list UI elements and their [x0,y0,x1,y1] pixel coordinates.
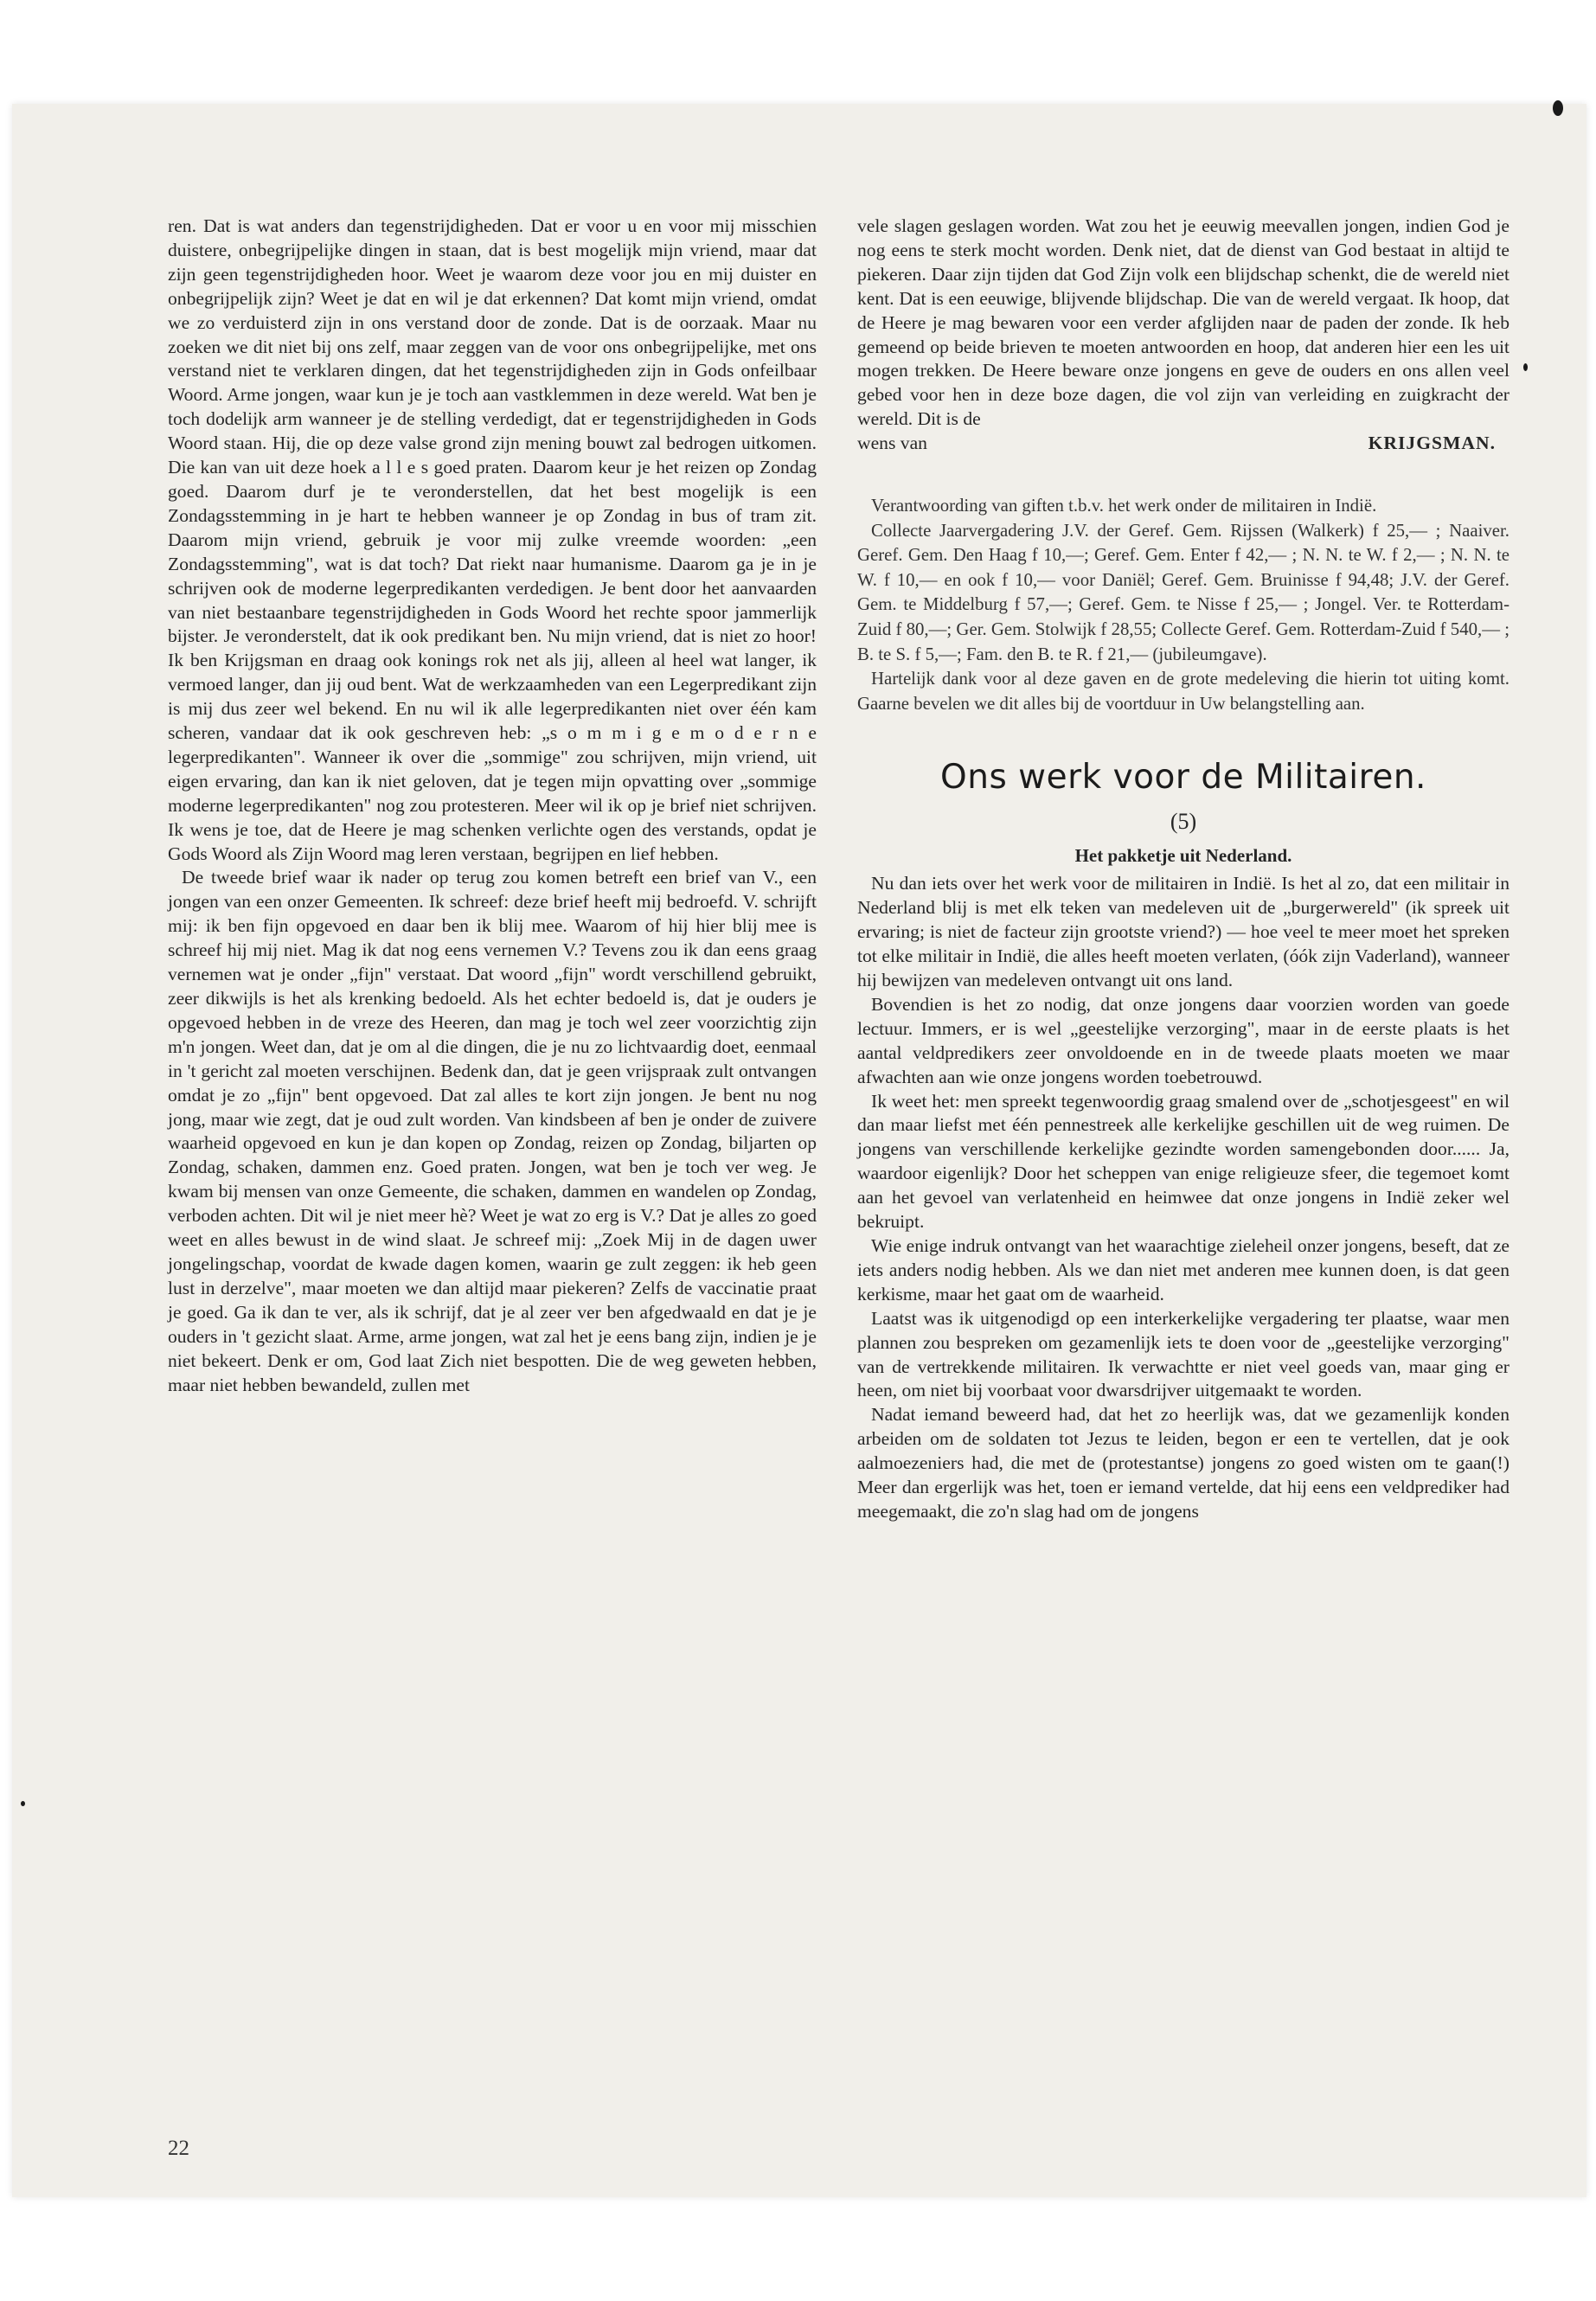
article-paragraph: Wie enige indruk ontvangt van het waarachtige zieleheil onzer jongens, beseft, dat ze iets anders nodig hebben. Als we dan niet met anderen mee kunnen doen, is dat geen kerkisme, maar het gaat om de waarheid. [857,1235,1509,1304]
left-paragraph: De tweede brief waar ik nader op terug zou komen betreft een brief van V., een jongen van een onzer Gemeenten. Ik schreef: deze brief heeft mij bedroefd. V. schrijft mij: ik ben fijn opgevoed en daar ben ik blij mee. Waarom of hij hier blij mee is schreef hij mij niet. Mag ik dat nog eens vernemen V.? Tevens zou ik dan eens graag vernemen wat je onder „fijn" verstaat. Dat woord „fijn" wordt verschillend gebruikt, zeer dikwijls is het als krenking bedoeld. Als het echter bedoeld is, dat je ouders je opgevoed hebben in de vreze des Heeren, dan mag je toch wel zeer voorzichtig zijn m'n jongen. Weet dan, dat je om al die dingen, die je nu zo lichtvaardig doet, eenmaal in 't gericht zal moeten verschijnen. Bedenk dan, dat je geen vrijspraak zult ontvangen omdat je zo „fijn" bent opgevoed. Dat zal alles te kort zijn jongen. Je bent nu nog jong, maar wie zegt, dat je oud zult worden. Van kindsbeen af ben je onder de zuivere waarheid opgevoed en kun je dan kopen op Zondag, reizen op Zondag, biljarten op Zondag, schaken, dammen enz. Goed praten. Jongen, wat ben je toch ver weg. Je kwam bij mensen van onze Gemeente, die schaken, dammen en wandelen op Zondag, verboden achten. Dit wil je niet meer hè? Weet je wat zo erg is V.? Dat je alles zo goed weet en alles bewust in de wind slaat. Je schreef mij: „Zoek Mij in de dagen uwer jongelingschap, voordat de kwade dagen komen, waarin ge zult zeggen: ik heb geen lust in derzelve", maar moeten we dan altijd maar piekeren? Zelfs de vaccinatie praat je goed. Ga ik dan te ver, als ik schrijf, dat je al zeer ver ben afgedwaald en dat je je ouders in 't gezicht slaat. Arme, arme jongen, wat zal het je eens bang zijn, indien je je niet bekeert. Denk er om, God laat Zich niet bespotten. Die de weg geweten hebben, maar niet hebben bewandeld, zullen met [168,867,817,1395]
article-paragraph: Laatst was ik uitgenodigd op een interkerkelijke vergadering ter plaatse, waar men plannen zou bespreken om gezamenlijk iets te doen voor de „geestelijke verzorging" van de vertrekkende militairen. Ik verwachtte er niet veel goeds van, maar ging er heen, om niet bij voorbaat voor dwarsdrijver uitgemaakt te worden. [857,1307,1509,1401]
closing-words: wens van [857,433,927,454]
donations-list: Collecte Jaarvergadering J.V. der Geref. Gem. Rijssen (Walkerk) f 25,— ; Naaiver. Geref. Gem. Den Haag f 10,—; Geref. Gem. Enter f 42,— ; N. N. te W. f 2,— ; N. N. te W. f 10,— en ook f 10,— voor Daniël; Geref. Gem. Bruinisse f 94,48; J.V. der Geref. Gem. te Middelburg f 57,—; Geref. Gem. te Nisse f 25,— ; Jongel. Ver. te Rotterdam-Zuid f 80,—; Ger. Gem. Stolwijk f 28,55; Collecte Geref. Gem. Rotterdam-Zuid f 540,— ; B. te S. f 5,—; Fam. den B. te R. f 21,— (jubileumgave). [857,520,1509,664]
ink-blot-mark [1553,100,1563,116]
article-paragraph: Nu dan iets over het werk voor de militairen in Indië. Is het al zo, dat een militair in Nederland blij is met elk teken van medeleven uit de „burgerwereld" (ik spreek uit ervaring; is niet de facteur zijn grootste vriend?) — hoe veel te meer moet het spreken tot elke militair in Indië, die alles heeft moeten verlaten, (óók zijn Vaderland), wanneer hij bewijzen van medeleven ontvangt uit ons land. [857,873,1509,991]
article-part-number: (5) [1170,809,1197,835]
right-opening-paragraph: vele slagen geslagen worden. Wat zou het je eeuwig meevallen jongen, indien God je nog eens te sterk mocht worden. Denk niet, dat de dienst van God bestaat in altijd te piekeren. Daar zijn tijden dat God Zijn volk een blijdschap schenkt, die de wereld niet kent. Dat is een eeuwige, blijvende blijdschap. Die van de wereld vergaat. Ik hoop, dat de Heere je mag bewaren voor een verder afglijden naar de paden der zonde. Ik heb gemeend op beide brieven te moeten antwoorden en hoop, dat anderen hier een les uit mogen trekken. De Heere beware onze jongens en geve de ouders en ons allen veel gebed voor hen in deze boze dagen, die vol zijn van verleiding en zuigkracht der wereld. Dit is de [857,215,1509,430]
signature-name: KRIJGSMAN. [1368,433,1496,454]
article-subheading: Het pakketje uit Nederland. [1074,845,1292,867]
article-paragraph: Nadat iemand beweerd had, dat het zo heerlijk was, dat we gezamenlijk konden arbeiden om de soldaten tot Jezus te leiden, begon er een te vertellen, dat je ook aalmoezeniers had, die met de (protestantse) jongens zo goed wisten om te gaan(!) Meer dan ergerlijk was het, toen er iemand vertelde, dat hij eens een veldprediker had meegemaakt, die zo'n slag had om de jongens [857,1404,1509,1522]
accountability-title: Verantwoording van giften t.b.v. het werk onder de militairen in Indië. [871,496,1377,516]
left-column [168,215,817,1397]
article-paragraph: Bovendien is het zo nodig, dat onze jongens daar voorzien worden van goede lectuur. Immers, er is wel „geestelijke verzorging", maar in de eerste plaats is het aantal veldpredikers zeer onvoldoende en in de tweede plaats moeten we maar afwachten aan wie onze jongens worden toebetrouwd. [857,993,1509,1087]
article-paragraph: Ik weet het: men spreekt tegenwoordig graag smalend over de „schotjesgeest" en wil dan maar liefst met één pennestreek alle kerkelijke geschillen uit de weg ruimen. De jongens van verschillende kerkelijke gezindte worden samengebonden door...... Ja, waardoor eigenlijk? Door het scheppen van enige religieuze sfeer, die tegemoet komt aan het gevoel van verlatenheid en heimwee dat onze jongens in Indië zeker wel bekruipt. [857,1090,1509,1233]
scanned-page [12,104,1586,2197]
article-heading: Ons werk voor de Militairen. [940,758,1426,798]
signature-line [857,432,1509,456]
page-number: 22 [168,2137,189,2160]
donations-block [857,494,1509,716]
left-paragraph: ren. Dat is wat anders dan tegenstrijdigheden. Dat er voor u en voor mij misschien duistere, onbegrijpelijke dingen in staan, dat is best mogelijk mijn vriend, maar dat zijn geen tegenstrijdigheden hoor. Weet je waarom deze voor jou en mij duister en onbegrijpelijk zijn? Weet je dat en wil je dat erkennen? Dat komt mijn vriend, omdat we zo verduisterd zijn in ons verstand door de zonde. Dat is de oorzaak. Maar nu zoeken we dit niet bij ons zelf, maar zeggen van de voor ons onbegrijpelijke, met ons verstand niet te verklaren dingen, dat het tegenstrijdigheden zijn in Gods onfeilbaar Woord. Arme jongen, waar kun je je toch aan vastklemmen in deze wereld. Wat ben je toch dodelijk arm wanneer je de stelling verdedigt, dat er tegenstrijdigheden in Gods Woord staan. Hij, die op deze valse grond zijn mening bouwt zal bedrogen uitkomen. Die kan van uit deze hoek a l l e s goed praten. Daarom keur je het reizen op Zondag goed. Daarom durf je te veronderstellen, dat het best mogelijk is een Zondagsstemming in je hart te hebben wanneer je op Zondag in bus of tram zit. Daarom mijn vriend, gebruik je voor mij zulke vreemde woorden: „een Zondagsstemming", wat is dat toch? Dat riekt naar humanisme. Daarom ga je in je schrijven ook de moderne legerpredikanten verdedigen. Je bent door het aanvaarden van niet bestaanbare tegenstrijdigheden in Gods Woord het rechte spoor jammerlijk bijster. Je veronderstelt, dat ik ook predikant ben. Nu mijn vriend, dat is niet zo hoor! Ik ben Krijgsman en draag ook konings rok net als jij, alleen al heel wat langer, ik vermoed langer, dan jij oud bent. Wat de werkzaamheden van een Legerpredikant zijn is mij dus zeer wel bekend. En nu wil ik alle legerpredikanten niet over één kam scheren, vandaar dat ik ook geschreven heb: „s o m m i g e m o d e r n e legerpredikanten". Wanneer ik over die „sommige" zou schrijven, mijn vriend, uit eigen ervaring, dan kan ik niet geloven, dat je tegen mijn opvatting over „sommige moderne legerpredikanten" nog zou protesteren. Meer wil ik op je brief niet schrijven. Ik wens je toe, dat de Heere je mag schenken verlichte ogen des verstands, opdat je Gods Woord als Zijn Woord mag leren verstaan, begrijpen en lief hebben. [168,215,817,864]
thanks-paragraph: Hartelijk dank voor al deze gaven en de grote medeleving die hierin tot uiting komt. Gaarne bevelen we dit alles bij de voortduur in Uw belangstelling aan. [857,669,1509,714]
right-column [857,215,1509,1524]
ink-speck-mark [21,1801,25,1806]
ink-speck-mark [1523,363,1528,371]
